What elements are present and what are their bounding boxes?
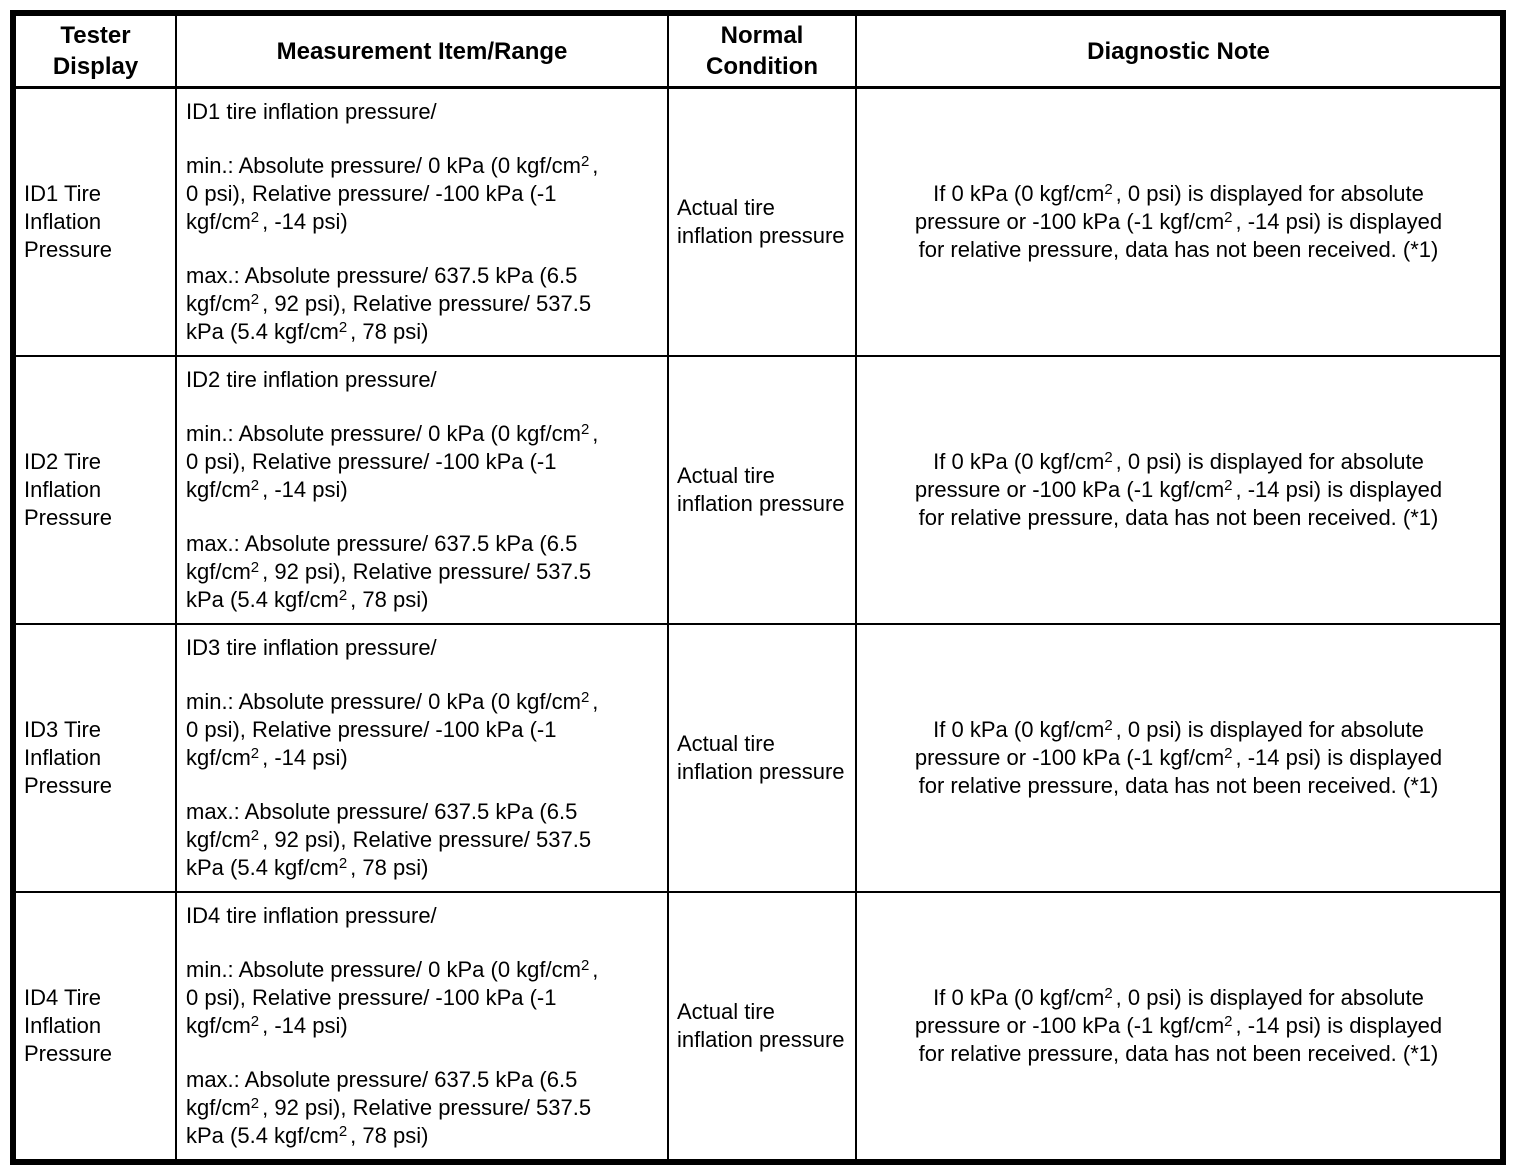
cell-measurement-item-range	[176, 356, 668, 624]
cell-normal-condition: Actual tire inflation pressure	[668, 88, 856, 357]
cell-normal-condition: Actual tire inflation pressure	[668, 356, 856, 624]
measurement-paragraph: max.: Absolute pressure/ 637.5 kPa (6.5 kgf/$cm^2$ , 92 psi), Relative pressure/ 537.5 kPa (5.4 kgf/$cm^2$ , 78 psi)	[186, 263, 592, 344]
col-header-measurement-item-range: Measurement Item/Range	[176, 13, 668, 88]
table-body	[13, 88, 1503, 1163]
cell-normal-condition: Actual tire inflation pressure	[668, 624, 856, 892]
header-row	[13, 13, 1503, 88]
cell-measurement-item-range	[176, 892, 668, 1162]
cell-diagnostic-note: If 0 kPa (0 kgf/$cm^2$ , 0 psi) is displayed for absolute pressure or -100 kPa (-1 kgf/$cm^2$ , -14 psi) is displayed for relative pressure, data has not been received. (*1)	[856, 88, 1503, 357]
table-row	[13, 624, 1503, 892]
measurement-paragraph: ID1 tire inflation pressure/	[186, 99, 437, 124]
tire-pressure-data-list-table	[10, 10, 1506, 1165]
measurement-paragraph: min.: Absolute pressure/ 0 kPa (0 kgf/$cm^2$ , 0 psi), Relative pressure/ -100 kPa (-1 kgf/$cm^2$ , -14 psi)	[186, 956, 599, 1038]
measurement-paragraph: min.: Absolute pressure/ 0 kPa (0 kgf/$cm^2$ , 0 psi), Relative pressure/ -100 kPa (-1 kgf/$cm^2$ , -14 psi)	[186, 152, 599, 234]
cell-normal-condition: Actual tire inflation pressure	[668, 892, 856, 1162]
measurement-paragraph: ID2 tire inflation pressure/	[186, 367, 437, 392]
cell-tester-display: ID4 Tire Inflation Pressure	[13, 892, 176, 1162]
cell-tester-display: ID1 Tire Inflation Pressure	[13, 88, 176, 357]
measurement-paragraph: max.: Absolute pressure/ 637.5 kPa (6.5 kgf/$cm^2$ , 92 psi), Relative pressure/ 537.5 kPa (5.4 kgf/$cm^2$ , 78 psi)	[186, 531, 592, 612]
measurement-paragraph: ID4 tire inflation pressure/	[186, 903, 437, 928]
table-row	[13, 892, 1503, 1162]
col-header-normal-condition: Normal Condition	[668, 13, 856, 88]
col-header-tester-display: Tester Display	[13, 13, 176, 88]
measurement-paragraph: min.: Absolute pressure/ 0 kPa (0 kgf/$cm^2$ , 0 psi), Relative pressure/ -100 kPa (-1 kgf/$cm^2$ , -14 psi)	[186, 688, 599, 770]
measurement-paragraph: max.: Absolute pressure/ 637.5 kPa (6.5 kgf/$cm^2$ , 92 psi), Relative pressure/ 537.5 kPa (5.4 kgf/$cm^2$ , 78 psi)	[186, 1067, 592, 1148]
cell-diagnostic-note: If 0 kPa (0 kgf/$cm^2$ , 0 psi) is displayed for absolute pressure or -100 kPa (-1 kgf/$cm^2$ , -14 psi) is displayed for relative pressure, data has not been received. (*1)	[856, 624, 1503, 892]
cell-tester-display: ID2 Tire Inflation Pressure	[13, 356, 176, 624]
measurement-paragraph: min.: Absolute pressure/ 0 kPa (0 kgf/$cm^2$ , 0 psi), Relative pressure/ -100 kPa (-1 kgf/$cm^2$ , -14 psi)	[186, 420, 599, 502]
cell-diagnostic-note: If 0 kPa (0 kgf/$cm^2$ , 0 psi) is displayed for absolute pressure or -100 kPa (-1 kgf/$cm^2$ , -14 psi) is displayed for relative pressure, data has not been received. (*1)	[856, 356, 1503, 624]
cell-tester-display: ID3 Tire Inflation Pressure	[13, 624, 176, 892]
col-header-diagnostic-note: Diagnostic Note	[856, 13, 1503, 88]
cell-measurement-item-range	[176, 624, 668, 892]
measurement-paragraph: max.: Absolute pressure/ 637.5 kPa (6.5 kgf/$cm^2$ , 92 psi), Relative pressure/ 537.5 kPa (5.4 kgf/$cm^2$ , 78 psi)	[186, 799, 592, 880]
table-row	[13, 356, 1503, 624]
measurement-paragraph: ID3 tire inflation pressure/	[186, 635, 437, 660]
table-row	[13, 88, 1503, 357]
cell-measurement-item-range	[176, 88, 668, 357]
cell-diagnostic-note: If 0 kPa (0 kgf/$cm^2$ , 0 psi) is displayed for absolute pressure or -100 kPa (-1 kgf/$cm^2$ , -14 psi) is displayed for relative pressure, data has not been received. (*1)	[856, 892, 1503, 1162]
